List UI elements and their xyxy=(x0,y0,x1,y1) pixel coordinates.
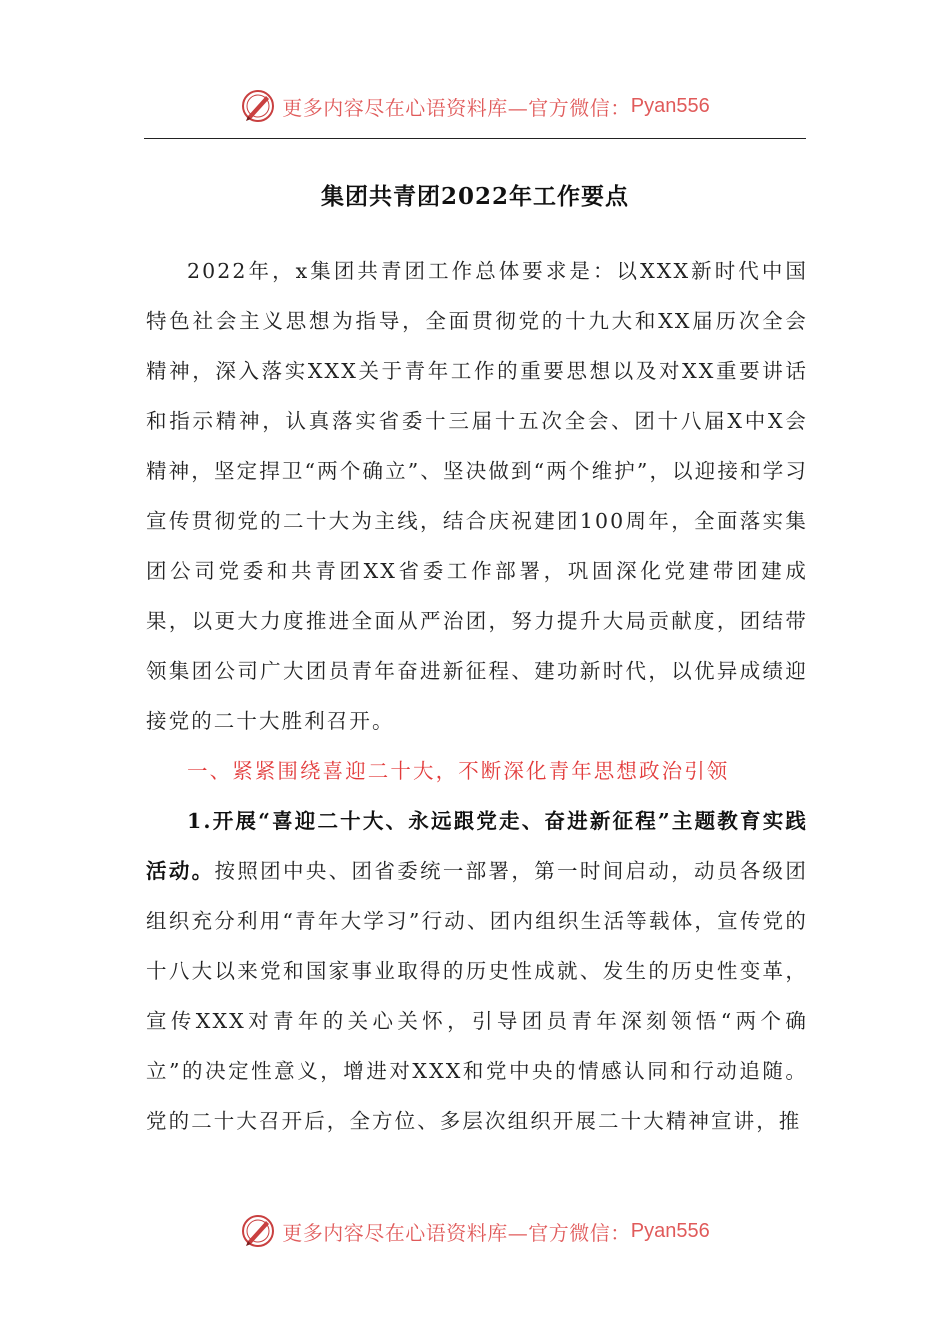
header-rule xyxy=(144,138,806,139)
item-title: 1.开展“喜迎二十大、永远跟党走、奋进新征程”主题教育实践活动。 xyxy=(146,809,808,883)
header-watermark xyxy=(0,86,950,126)
watermark-text: 更多内容尽在心语资料库—官方微信： xyxy=(282,1220,631,1245)
document-body xyxy=(146,246,808,1146)
intro-paragraph: 2022年，x集团共青团工作总体要求是：以XXX新时代中国特色社会主义思想为指导，全面贯彻党的十九大和XX届历次全会精神，深入落实XXX关于青年工作的重要思想以及对XX重要讲话和指示精神，认真落实省委十三届十五次全会、团十八届X中X会精神，坚定捍卫“两个确立”、坚决做到“两个维护”，以迎接和学习宣传贯彻党的二十大为主线，结合庆祝建团100周年，全面落实集团公司党委和共青团XX省委工作部署，巩固深化党建带团建成果，以更大力度推进全面从严治团，努力提升大局贡献度，团结带领集团公司广大团员青年奋进新征程、建功新时代，以优异成绩迎接党的二十大胜利召开。 xyxy=(146,259,808,733)
pen-logo-icon xyxy=(240,1213,276,1249)
item-paragraph xyxy=(146,796,808,1146)
document-title: 集团共青团2022年工作要点 xyxy=(320,183,629,210)
item-body: 按照团中央、团省委统一部署，第一时间启动，动员各级团组织充分利用“青年大学习”行动、团内组织生活等载体，宣传党的十八大以来党和国家事业取得的历史性成就、发生的历史性变革，宣传XXX对青年的关心关怀，引导团员青年深刻领悟“两个确立”的决定性意义，增进对XXX和党中央的情感认同和行动追随。党的二十大召开后，全方位、多层次组织开展二十大精神宣讲，推 xyxy=(146,859,808,1133)
watermark-handle: Pyan556 xyxy=(630,94,710,117)
footer-watermark xyxy=(0,1211,950,1251)
section-heading: 一、紧紧围绕喜迎二十大，不断深化青年思想政治引领 xyxy=(187,759,730,783)
watermark-handle: Pyan556 xyxy=(630,1219,710,1242)
watermark-text: 更多内容尽在心语资料库—官方微信： xyxy=(282,95,631,120)
pen-logo-icon xyxy=(240,88,276,124)
